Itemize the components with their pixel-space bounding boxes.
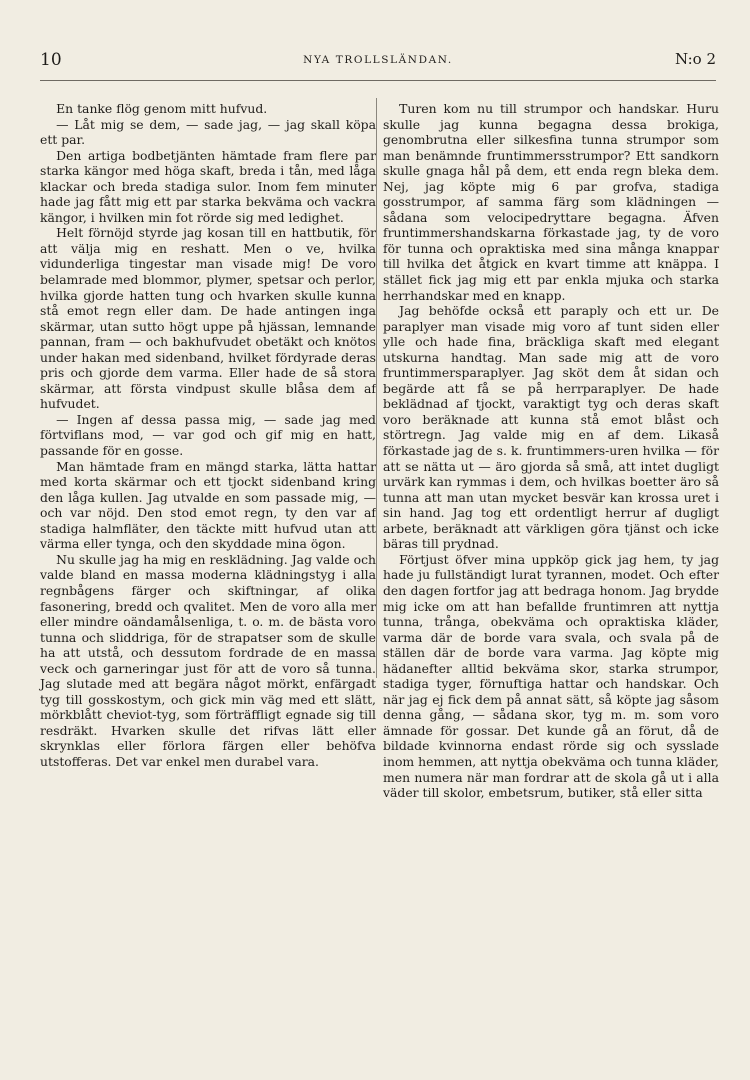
page-number: 10 xyxy=(40,50,62,70)
paragraph: Förtjust öfver mina uppköp gick jag hem, ty jag hade ju fullständigt lurat tyrannen, modet. Och efter den dagen fortfor jag att bedraga honom. Jag brydde mig icke om att han befallde fruntimren att nyttja tunna, trånga, obekväma och opraktiska kläder, varma där de borde vara svala, och svala på de ställen där de borde vara varma. Jag köpte mig hädanefter alltid bekväma skor, starka strumpor, stadiga tyger, förnuftiga hattar och handskar. Och när jag ej fick dem på annat sätt, så köpte jag såsom denna gång, — sådana skor, tyg m. m. som voro ämnade för gossar. Det kunde gå an förut, då de bildade kvinnorna endast rörde sig och sysslade inom hemmen, att nyttja obekväma och tunna kläder, men numera när man fordrar att de skola gå ut i alla väder till skolor, embetsrum, butiker, stå eller sitta xyxy=(383,551,719,801)
paragraph: Den artiga bodbetjänten hämtade fram flere par starka kängor med höga skaft, breda i tån, med låga klackar och breda stadiga sulor. Inom fem minuter hade jag fått mig ett par starka bekväma och vackra kängor, i hvilken min fot rörde sig med ledighet. xyxy=(40,147,376,225)
column-divider xyxy=(376,98,377,678)
paragraph: — Låt mig se dem, — sade jag, — jag skall köpa ett par. xyxy=(40,116,376,148)
issue-number: N:o 2 xyxy=(675,50,716,68)
paragraph: Jag behöfde också ett paraply och ett ur. De paraplyer man visade mig voro af tunt siden eller ylle och hade fina, bräckliga skaft med elegant utskurna handtag. Man sade mig att de voro fruntimmersparaplyer. Jag sköt dem åt sidan och begärde att få se på herrparaplyer. De hade beklädnad af tjockt, varaktigt tyg och deras skaft voro beräknade att kunna stå emot blåst och störtregn. Jag valde mig en af dem. Likaså förkastade jag de s. k. fruntimmers-uren hvilka — för att se nätta ut — äro gjorda så små, att intet dugligt urvärk kan rymmas i dem, och hvilkas boetter äro så tunna att man utan mycket besvär kan krossa uret i sin hand. Jag tog ett ordentligt herrur af dugligt arbete, beräknadt att värkligen göra tjänst och icke bäras till prydnad. xyxy=(383,303,719,552)
page-header xyxy=(40,48,716,74)
paragraph: Man hämtade fram en mängd starka, lätta hattar med korta skärmar och ett tjockt sidenband kring den låga kullen. Jag utvalde en som passade mig, — och var nöjd. Den stod emot regn, ty den var af stadiga halmfläter, den täckte mitt hufvud utan att värma eller tynga, och den skyddade mina ögon. xyxy=(40,458,376,552)
left-column xyxy=(40,101,376,770)
header-rule xyxy=(40,80,716,81)
right-column xyxy=(383,101,719,801)
paragraph: Turen kom nu till strumpor och handskar. Huru skulle jag kunna begagna dessa brokiga, genombrutna eller silkesfina tunna strumpor som man benämnde fruntimmersstrumpor? Ett sandkorn skulle gnaga hål på dem, ett enda regn bleka dem. Nej, jag köpte mig 6 par grofva, stadiga gosstrumpor, af samma färg som klädningen — sådana som velocipedryttare begagna. Äfven fruntimmershandskarna förkastade jag, ty de voro för tunna och opraktiska med sina många knappar till hvilka det åtgick en kvart timme att knäppa. I stället fick jag mig ett par enkla mjuka och starka herrhandskar med en knapp. xyxy=(383,101,719,303)
paragraph: — Ingen af dessa passa mig, — sade jag med förtviflans mod, — var god och gif mig en hatt, passande för en gosse. xyxy=(40,411,376,459)
paragraph: En tanke flög genom mitt hufvud. xyxy=(56,101,268,116)
publication-title: NYA TROLLSLÄNDAN. xyxy=(303,54,453,66)
paragraph: Helt förnöjd styrde jag kosan till en hattbutik, för att välja mig en reshatt. Men o ve, hvilka vidunderliga tingestar man visade mig! De voro belamrade med blommor, plymer, spetsar och perlor, hvilka gjorde hatten tung och hvarken skulle kunna stå emot regn eller dam. De hade antingen inga skärmar, utan sutto högt uppe på hjässan, lemnande pannan, fram — och bakhufvudet obetäkt och knötos under hakan med sidenband, hvilket fördyrade deras pris och gjorde dem varma. Eller hade de så stora skärmar, att första vindpust skulle blåsa dem af hufvudet. xyxy=(40,225,376,412)
paragraph: Nu skulle jag ha mig en resklädning. Jag valde och valde bland en massa moderna klädningstyg i alla regnbågens färger och skiftningar, af olika fasonering, bredd och qvalitet. Men de voro alla mer eller mindre oändamålsenliga, t. o. m. de bästa voro tunna och sliddriga, för de strapatser som de skulle ha att utstå, och dessutom fordrade de en massa veck och garneringar just för att de voro så tunna. Jag slutade med att begära något mörkt, enfärgadt tyg till gosskostym, och gick min väg med ett slätt, mörkblått cheviot-tyg, som förträffligt egnade sig till resdräkt. Hvarken skulle det rifvas lätt eller skrynklas eller förlora färgen eller behöfva utstofferas. Det var enkel men durabel vara. xyxy=(40,551,376,769)
